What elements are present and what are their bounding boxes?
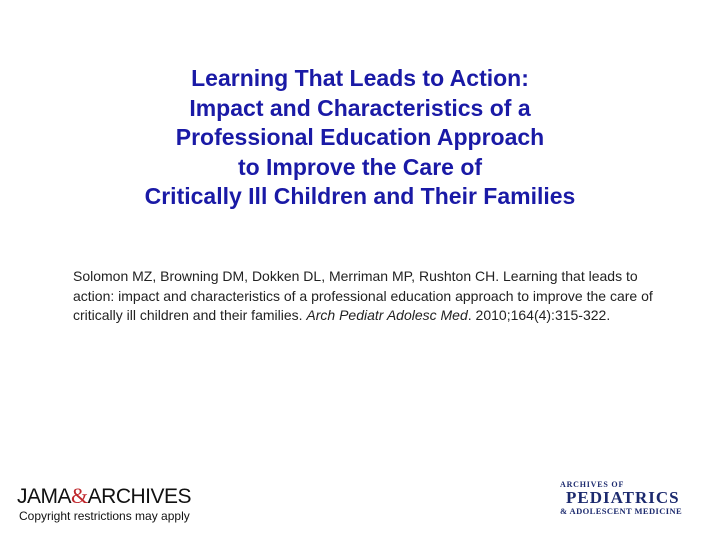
citation-text: Solomon MZ, Browning DM, Dokken DL, Merriman MP, Rushton CH. Learning that leads to action: impact and characteristics of a professional education approach to improve the care of critically ill children and their families. (73, 268, 653, 323)
journal-logo-line3: & ADOLESCENT MEDICINE (560, 506, 683, 516)
jama-logo-left: JAMA (17, 485, 72, 508)
journal-logo (560, 480, 710, 516)
journal-logo-line2: PEDIATRICS (566, 488, 680, 507)
title-line-2: Impact and Characteristics of a (189, 94, 531, 121)
citation-details: . 2010;164(4):315-322. (467, 307, 611, 323)
citation-journal: Arch Pediatr Adolesc Med (306, 307, 468, 323)
title-line-4: to Improve the Care of (237, 153, 483, 180)
title-line-5: Critically Ill Children and Their Families (144, 183, 576, 209)
copyright-notice: Copyright restrictions may apply (19, 509, 190, 523)
citation (73, 267, 673, 326)
title-line-1: Learning That Leads to Action: (191, 65, 529, 91)
title-line-3: Professional Education Approach (175, 124, 545, 150)
jama-logo-right: ARCHIVES (87, 485, 191, 508)
slide-title (60, 64, 660, 212)
jama-archives-logo (17, 484, 191, 509)
journal-logo-line1: ARCHIVES OF (560, 480, 625, 489)
jama-logo-ampersand: & (71, 483, 88, 508)
